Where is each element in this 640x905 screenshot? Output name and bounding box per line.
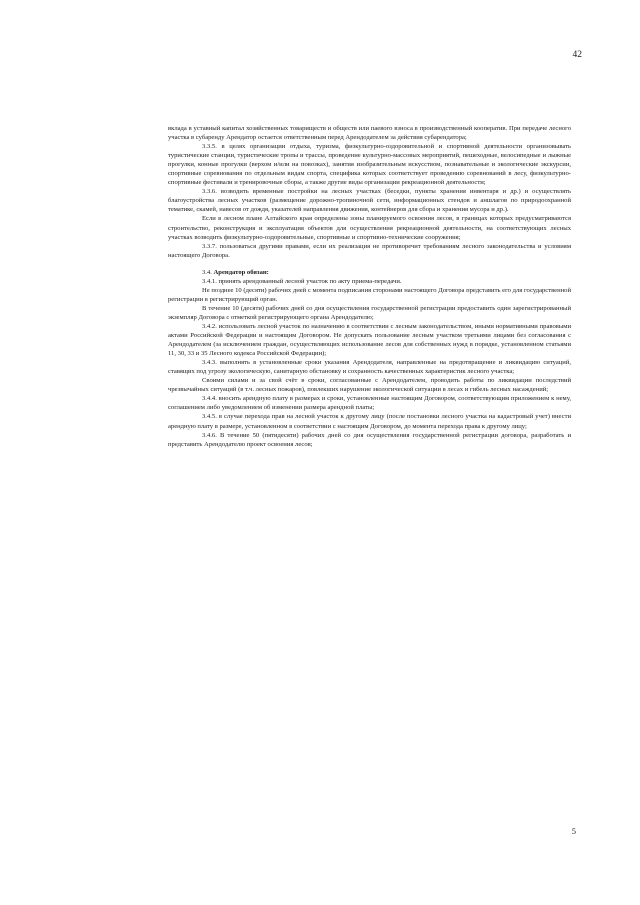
paragraph-emergency: Своими силами и за свой счёт в сроки, согласованные с Арендодателем, проводить работы по ликвидации последствий чрезвычайных ситуаций (в т.ч. лесных пожаров), повлекших нарушение экологической ситуации в лесах и гибель лесных насаждений; (168, 377, 571, 394)
paragraph-3-4-1: 3.4.1. принять арендованный лесной участок по акту приема-передачи. (202, 277, 402, 285)
paragraph-3-3-7: 3.3.7. пользоваться другими правами, если их реализация не противоречит требованиям лесного законодательства и условиям настоящего Договора. (168, 242, 571, 259)
section-heading-title: Арендатор обязан: (213, 268, 269, 276)
paragraph-3-4-6: 3.4.6. В течение 50 (пятидесяти) рабочих дней со дня осуществления государственной регистрации договора, разработать и представить Арендодателю проект освоения лесов; (168, 431, 571, 448)
paragraph-3-4-4: 3.4.4. вносить арендную плату в размерах и сроки, установленные настоящим Договором, соответствующим приложением к нему, соглашением либо уведомлением об изменении размера арендной платы; (168, 395, 571, 412)
section-heading (168, 268, 571, 277)
paragraph-3-4-2: 3.4.2. использовать лесной участок по назначению в соответствии с лесным законодательством, иными нормативными правовыми актами Российской Федерации и настоящим Договором. Не допускать пользование лесным участком третьими лицами без согласования с Арендодателем (за исключением граждан, осуществляющих использование лесов для собственных нужд в порядке, установленном статьями 11, 30, 33 и 35 Лесного кодекса Российской Федерации); (168, 322, 571, 358)
paragraph-contribution: вклада в уставный капитал хозяйственных товариществ и обществ или паевого взноса в производственный кооператив. При передаче лесного участка в субаренду Арендатор остается ответственным перед Арендодателем за действия субарендатора; (168, 125, 571, 142)
page-number-top: 42 (572, 50, 582, 60)
paragraph-registration-copy: В течение 10 (десяти) рабочих дней со дня осуществления государственной регистрации предоставить один зарегистрированный экземпляр Договора с отметкой регистрирующего органа Арендодателю; (168, 304, 571, 321)
paragraph-3-4-5: 3.4.5. в случае перехода прав на лесной участок к другому лицу (после постановки лесного участка на кадастровый учет) внести арендную плату в размере, установленном в соответствии с настоящим Договором, до момента перехода права к другому лицу; (168, 413, 571, 430)
paragraph-forest-plan: Если в лесном плане Алтайского края определены зоны планируемого освоения лесов, в границах которых предусматриваются строительство, реконструкция и эксплуатация объектов для осуществления рекреационной деятельности, на соответствующих лесных участках возводить физкультурно-оздоровительные, спортивные и спортивно-технические сооружения; (168, 215, 571, 241)
paragraph-registration-submit: Не позднее 10 (десяти) рабочих дней с момента подписания сторонами настоящего Договора представить его для государственной регистрации в регистрирующий орган. (168, 286, 571, 303)
section-heading-number: 3.4. (202, 268, 212, 276)
document-body (168, 124, 571, 449)
paragraph-3-4-3: 3.4.3. выполнять в установленные сроки указания Арендодателя, направленные на предотвращение и ликвидацию ситуаций, ставящих под угрозу экологическую, санитарную обстановку и сохранность качественных характеристик лесного участка; (168, 359, 571, 376)
paragraph-3-3-6: 3.3.6. возводить временные постройки на лесных участках (беседки, пункты хранения инвентаря и др.) и осуществлять благоустройства лесных участков (размещение дорожно-тропиночной сети, информационных стендов и аншлагов по природоохранной тематике, скамей, навесов от дождя, указателей направления движения, контейнеров для сбора и хранения мусора и др.). (168, 188, 571, 214)
paragraph-3-3-5: 3.3.5. в целях организации отдыха, туризма, физкультурно-оздоровительной и спортивной деятельности организовывать туристические станции, туристические тропы и трассы, проведение культурно-массовых мероприятий, пешеходные, велосипедные и лыжные прогулки, конные прогулки (верхом и/или на повозках), занятия изобразительным искусством, познавательные и экологические экскурсии, спортивные соревнования по отдельным видам спорта, специфика которых соответствует проведению соревнований в лесу, физкультурно-спортивные фестивали и тренировочные сборы, а также другие виды организации рекреационной деятельности; (168, 143, 571, 187)
page-number-bottom: 5 (571, 826, 576, 836)
